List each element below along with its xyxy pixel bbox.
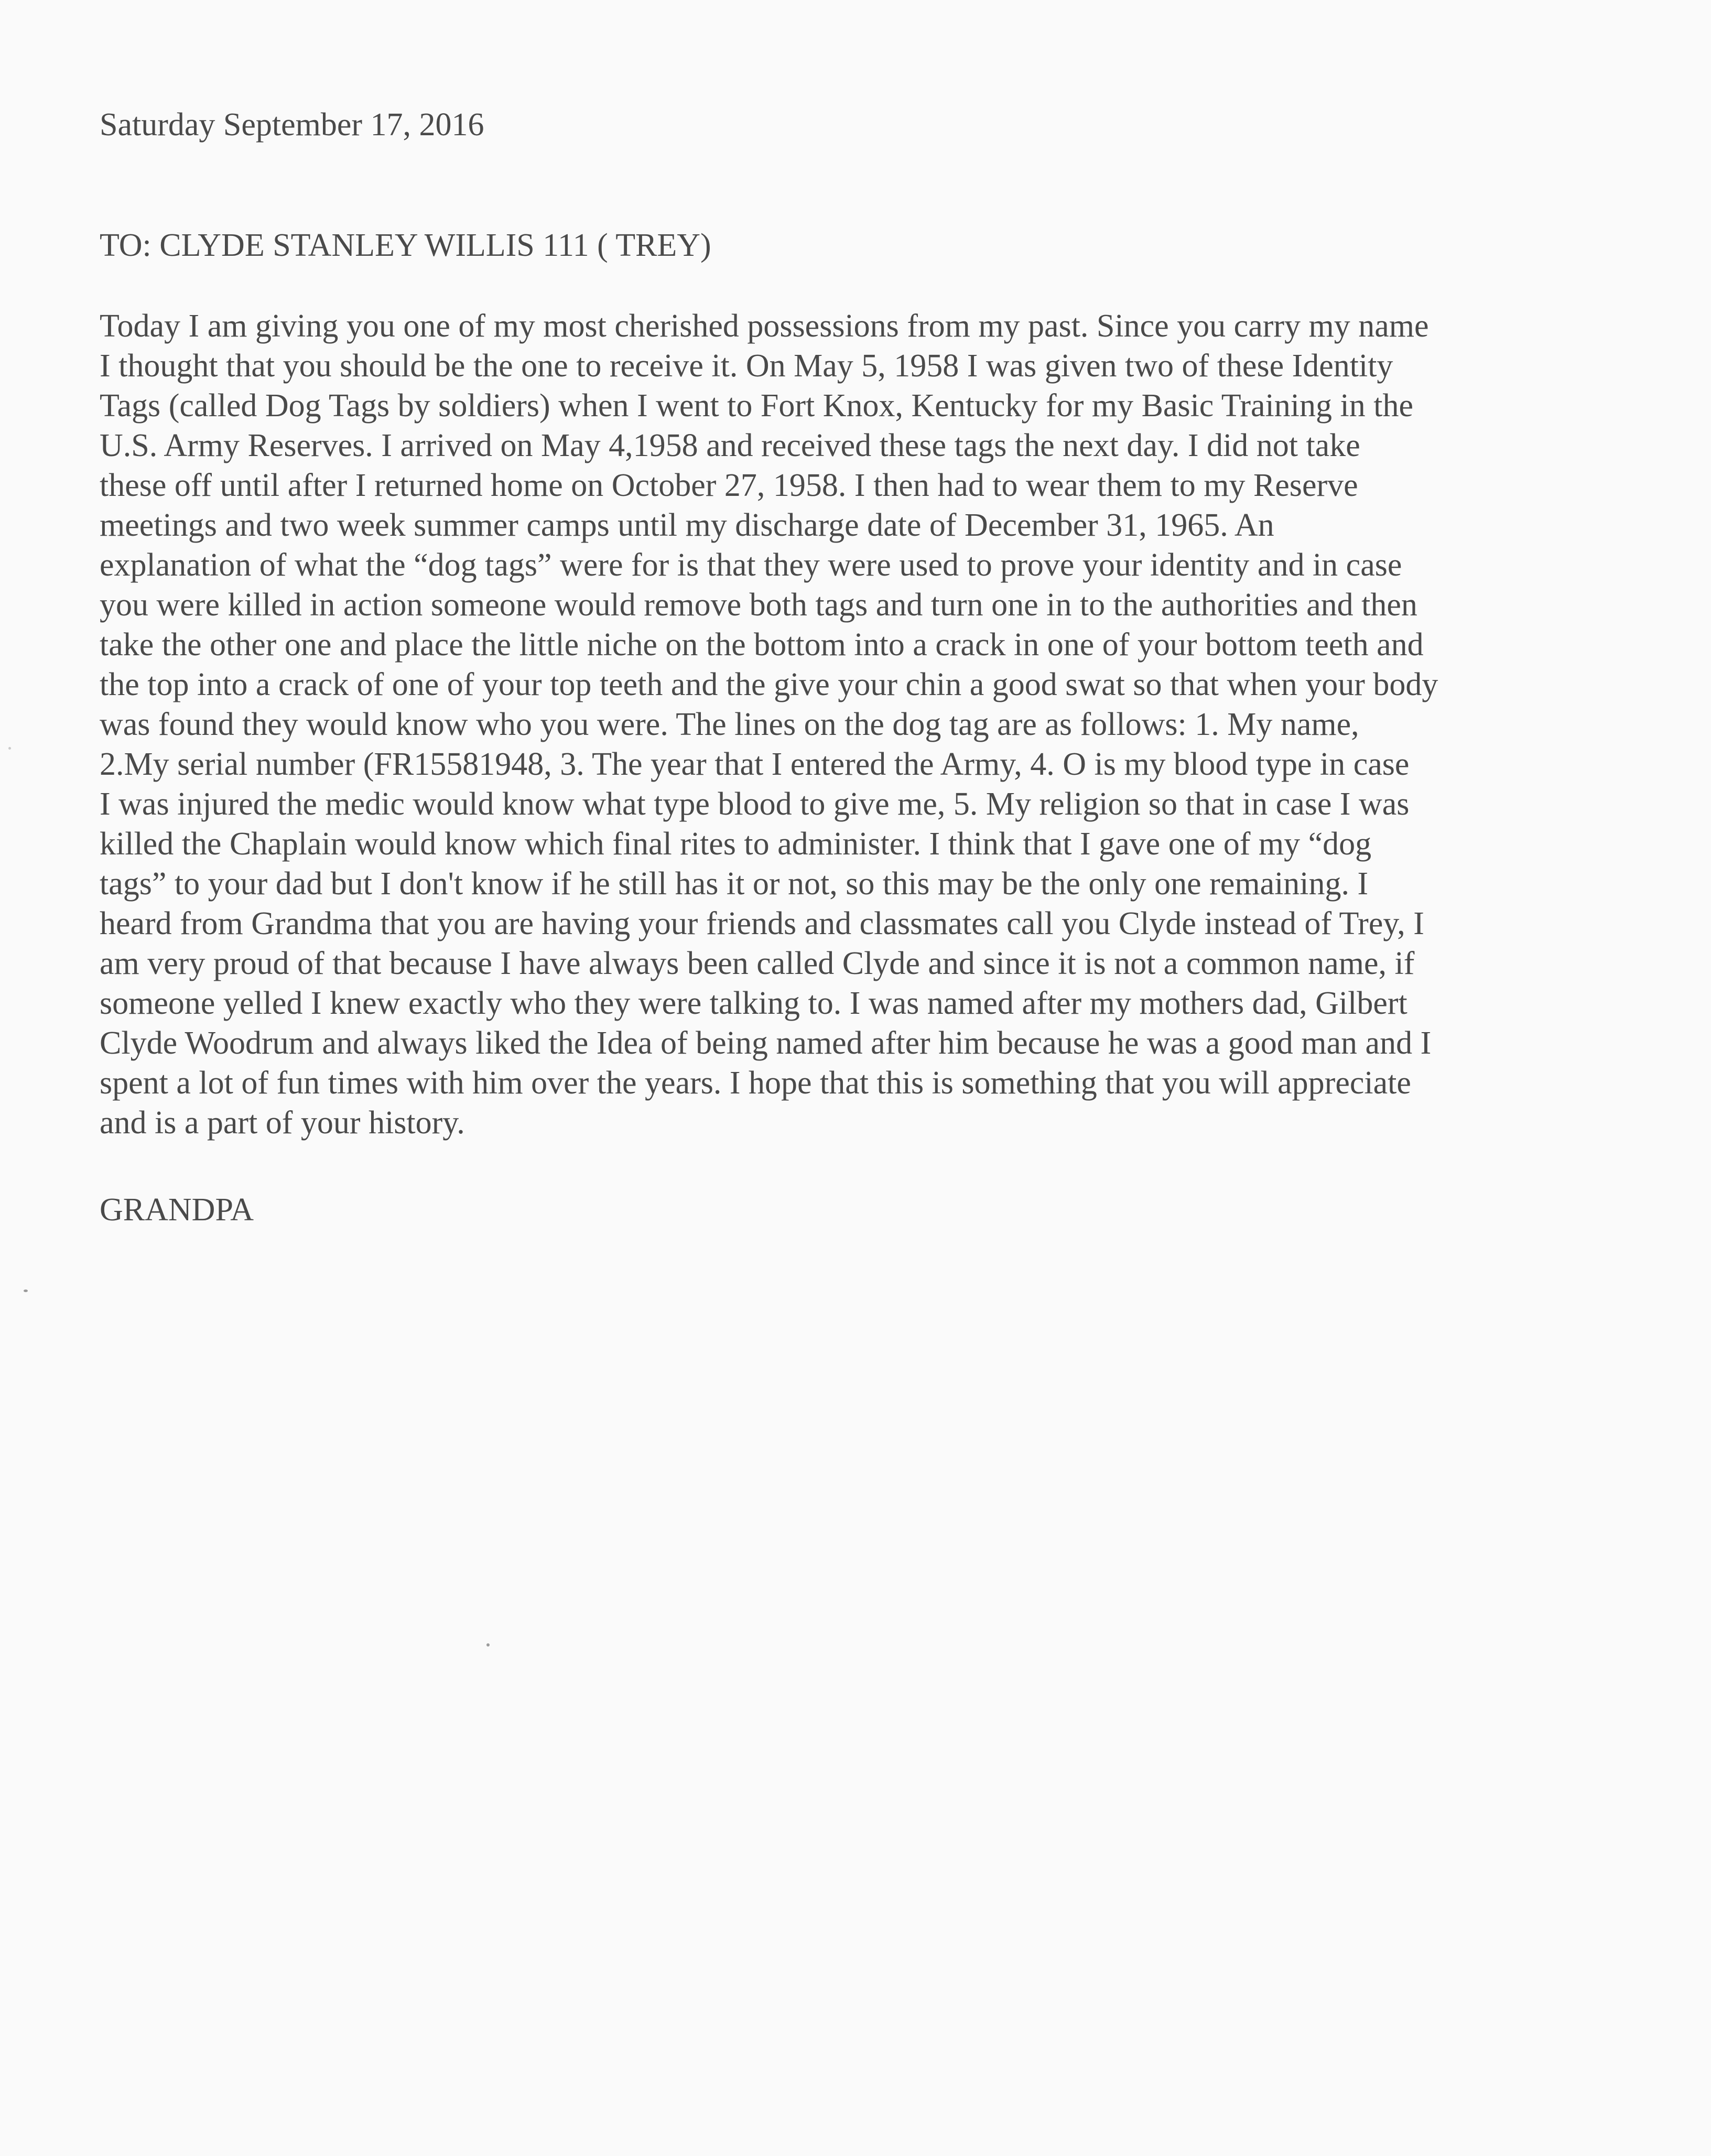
body-line: and is a part of your history. (100, 1105, 465, 1141)
body-line: spent a lot of fun times with him over the years. I hope that this is something that you will appreciate (100, 1065, 1411, 1101)
body-line: these off until after I returned home on October 27, 1958. I then had to wear them to my Reserve (100, 468, 1358, 503)
recipient-line: TO: CLYDE STANLEY WILLIS 111 ( TREY) (100, 227, 711, 263)
body-line: I thought that you should be the one to receive it. On May 5, 1958 I was given two of these Identity (100, 348, 1393, 384)
body-line: take the other one and place the little niche on the bottom into a crack in one of your bottom teeth and (100, 627, 1424, 663)
body-line: killed the Chaplain would know which final rites to administer. I think that I gave one of my “dog (100, 826, 1372, 862)
body-line: Tags (called Dog Tags by soldiers) when I went to Fort Knox, Kentucky for my Basic Training in the (100, 388, 1413, 424)
body-line: 2.My serial number (FR15581948, 3. The year that I entered the Army, 4. O is my blood type in case (100, 746, 1410, 782)
body-line: Clyde Woodrum and always liked the Idea of being named after him because he was a good man and I (100, 1025, 1432, 1061)
body-line: meetings and two week summer camps until my discharge date of December 31, 1965. An (100, 507, 1274, 543)
body-line: I was injured the medic would know what type blood to give me, 5. My religion so that in case I was (100, 786, 1410, 822)
body-line: someone yelled I knew exactly who they were talking to. I was named after my mothers dad, Gilbert (100, 985, 1407, 1021)
paper-speck (486, 1643, 490, 1646)
body-line: was found they would know who you were. The lines on the dog tag are as follows: 1. My name, (100, 707, 1359, 742)
body-line: am very proud of that because I have always been called Clyde and since it is not a common name, if (100, 946, 1415, 981)
body-line: you were killed in action someone would remove both tags and turn one in to the authorities and then (100, 587, 1417, 623)
letter-date: Saturday September 17, 2016 (100, 107, 484, 143)
body-line: tags” to your dad but I don't know if he still has it or not, so this may be the only one remaining. I (100, 866, 1369, 902)
letter-body (100, 306, 1578, 1143)
paper-speck (24, 1290, 28, 1292)
body-line: U.S. Army Reserves. I arrived on May 4,1958 and received these tags the next day. I did not take (100, 428, 1360, 463)
body-line: heard from Grandma that you are having your friends and classmates call you Clyde instead of Trey, I (100, 906, 1424, 941)
paper-speck (8, 747, 11, 750)
body-line: the top into a crack of one of your top teeth and the give your chin a good swat so that when your body (100, 667, 1438, 702)
signature: GRANDPA (100, 1192, 254, 1228)
body-line: Today I am giving you one of my most cherished possessions from my past. Since you carry my name (100, 308, 1429, 344)
body-line: explanation of what the “dog tags” were for is that they were used to prove your identity and in case (100, 547, 1402, 583)
